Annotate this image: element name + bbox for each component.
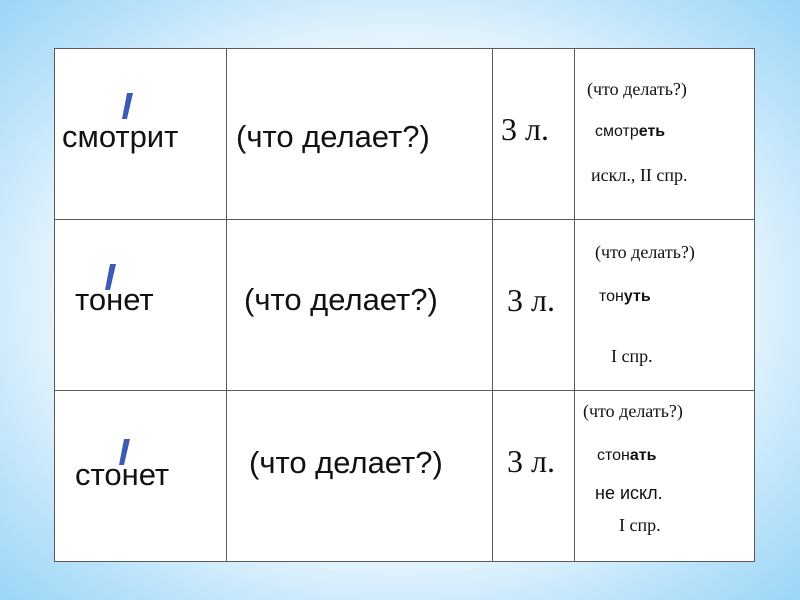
person-label: 3 л.: [507, 443, 555, 479]
infinitive-question: (что делать?): [587, 79, 687, 99]
infinitive-word: тонуть: [599, 288, 651, 305]
infinitive-ending: еть: [638, 123, 666, 140]
infinitive-cell: [575, 49, 755, 220]
conjugation-note: I спр.: [611, 346, 653, 366]
table-row: [55, 49, 755, 220]
verb-question: (что делает?): [249, 445, 443, 480]
question-cell: [227, 220, 493, 391]
person-label: 3 л.: [501, 111, 549, 147]
verb-word: смотрит: [62, 119, 179, 154]
person-cell: [493, 220, 575, 391]
infinitive-question: (что делать?): [595, 242, 695, 262]
infinitive-cell: [575, 220, 755, 391]
verb-question: (что делает?): [236, 119, 430, 154]
word-cell: [55, 391, 227, 562]
table-row: [55, 391, 755, 562]
conjugation-note: не искл.: [595, 483, 663, 503]
question-cell: [227, 49, 493, 220]
stress-mark-icon: [120, 93, 134, 119]
person-label: 3 л.: [507, 282, 555, 318]
verb-word: тонет: [75, 282, 154, 317]
person-cell: [493, 49, 575, 220]
conjugation-note: I спр.: [619, 515, 661, 535]
infinitive-cell: [575, 391, 755, 562]
infinitive-ending: ать: [629, 447, 657, 464]
infinitive-ending: уть: [623, 288, 651, 305]
infinitive-word: стонать: [597, 447, 657, 464]
person-cell: [493, 391, 575, 562]
infinitive-word: смотреть: [595, 123, 666, 140]
verb-question: (что делает?): [244, 282, 438, 317]
infinitive-question: (что делать?): [583, 401, 683, 421]
conjugation-table: [54, 48, 755, 562]
table-row: [55, 220, 755, 391]
word-cell: [55, 49, 227, 220]
question-cell: [227, 391, 493, 562]
verb-word: стонет: [75, 457, 170, 492]
conjugation-note: искл., II спр.: [591, 165, 688, 185]
word-cell: [55, 220, 227, 391]
